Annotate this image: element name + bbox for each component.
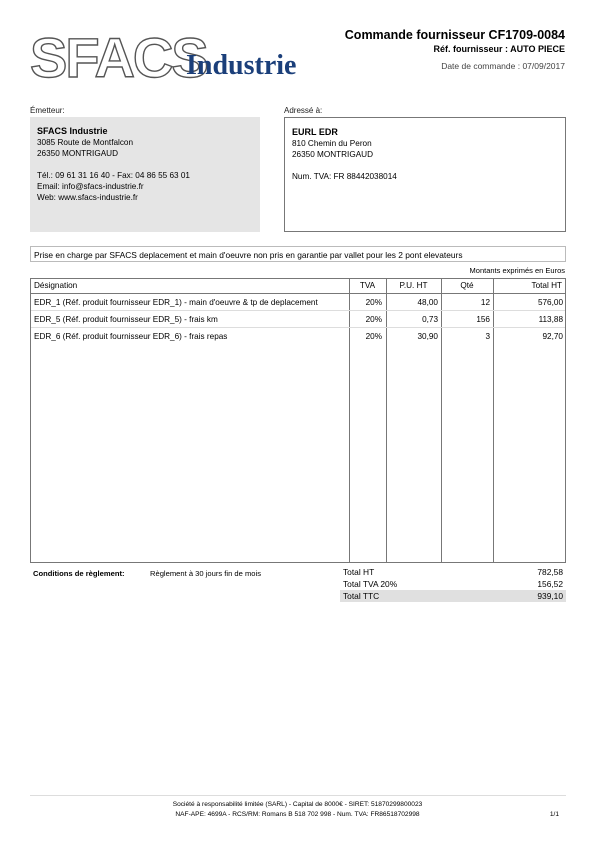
row-designation: EDR_6 (Réf. produit fournisseur EDR_6) - frais repas <box>34 332 228 341</box>
sender-name: SFACS Industrie <box>37 126 108 136</box>
header-tva: TVA <box>359 281 376 290</box>
sender-label: Émetteur: <box>30 106 65 115</box>
row-quantity: 3 <box>485 332 490 341</box>
row-separator <box>31 310 565 311</box>
footer-legal-line1: Société à responsabilité limitée (SARL) - Capital de 8000€ - SIRET: 51870299800023 <box>172 801 423 808</box>
order-date: Date de commande : 07/09/2017 <box>441 61 565 71</box>
order-lines-table <box>30 278 566 563</box>
total-tva-row <box>340 578 566 590</box>
total-ht-row <box>340 566 566 578</box>
logo-wordmark: SFACS <box>30 26 207 89</box>
total-ttc-row <box>340 590 566 602</box>
row-unit-price: 48,00 <box>417 298 438 307</box>
payment-terms-label: Conditions de règlement: <box>33 569 125 578</box>
row-total: 576,00 <box>537 298 563 307</box>
sender-email: Email: info@sfacs-industrie.fr <box>37 182 144 191</box>
header-quantity: Qté <box>460 281 474 290</box>
sender-box <box>30 117 260 232</box>
sender-address-line1: 3085 Route de Montfalcon <box>37 138 134 147</box>
total-ttc-label: Total TTC <box>343 591 380 601</box>
row-tva: 20% <box>365 332 382 341</box>
order-note: Prise en charge par SFACS deplacement et main d'oeuvre non pris en garantie par vallet pour les 2 pont elevateurs <box>30 246 566 262</box>
header-unit-price: P.U. HT <box>399 281 428 290</box>
row-unit-price: 0,73 <box>422 315 438 324</box>
recipient-address-line2: 26350 MONTRIGAUD <box>292 150 373 159</box>
row-designation: EDR_5 (Réf. produit fournisseur EDR_5) - frais km <box>34 315 218 324</box>
sender-address-line2: 26350 MONTRIGAUD <box>37 149 118 158</box>
total-tva-label: Total TVA 20% <box>343 579 398 589</box>
sender-web: Web: www.sfacs-industrie.fr <box>37 193 138 202</box>
row-designation: EDR_1 (Réf. produit fournisseur EDR_1) - main d'oeuvre & tp de deplacement <box>34 298 318 307</box>
currency-note: Montants exprimés en Euros <box>469 266 565 275</box>
recipient-name: EURL EDR <box>292 127 338 137</box>
row-tva: 20% <box>365 315 382 324</box>
total-ht-label: Total HT <box>343 567 375 577</box>
row-quantity: 156 <box>476 315 490 324</box>
recipient-box <box>284 117 566 232</box>
header-total: Total HT <box>531 281 562 290</box>
row-unit-price: 30,90 <box>417 332 438 341</box>
recipient-label: Adressé à: <box>284 106 323 115</box>
total-ttc-value: 939,10 <box>537 591 563 601</box>
sender-phone: Tél.: 09 61 31 16 40 - Fax: 04 86 55 63 01 <box>37 171 190 180</box>
page-number: 1/1 <box>549 811 559 818</box>
total-tva-value: 156,52 <box>537 579 563 589</box>
total-ht-value: 782,58 <box>537 567 563 577</box>
supplier-reference: Réf. fournisseur : AUTO PIECE <box>433 44 565 54</box>
row-tva: 20% <box>365 298 382 307</box>
logo-subtitle: Industrie <box>186 50 297 81</box>
footer-legal-line2: NAF-APE: 4699A - RCS/RM: Romans B 518 702 998 - Num. TVA: FR86518702998 <box>175 811 420 818</box>
company-logo <box>30 26 320 89</box>
row-total: 92,70 <box>542 332 563 341</box>
document-title: Commande fournisseur CF1709-0084 <box>344 28 565 42</box>
payment-terms-value: Règlement à 30 jours fin de mois <box>150 569 262 578</box>
row-total: 113,88 <box>538 315 563 324</box>
row-separator <box>31 327 565 328</box>
header-designation: Désignation <box>34 281 78 290</box>
recipient-vat: Num. TVA: FR 88442038014 <box>292 172 397 181</box>
row-quantity: 12 <box>480 298 490 307</box>
recipient-address-line1: 810 Chemin du Peron <box>292 139 372 148</box>
footer-divider <box>30 795 566 796</box>
